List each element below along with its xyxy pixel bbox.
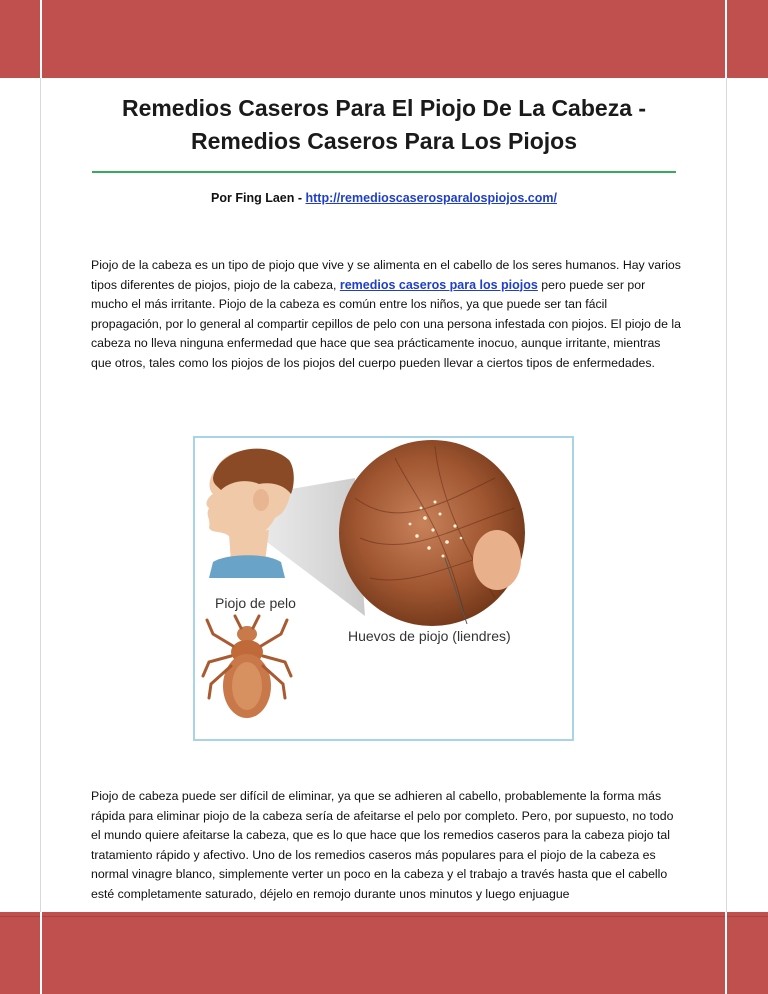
band-gap-left: [40, 0, 42, 78]
header-band: [0, 0, 768, 78]
band-gap-right: [725, 0, 727, 78]
paragraph-intro: [91, 256, 681, 373]
footer-band: [0, 912, 768, 994]
head-lice-illustration: [193, 436, 574, 741]
paragraph-remedies: Piojo de cabeza puede ser difícil de eliminar, ya que se adhieren al cabello, probablemente la forma más rápida para eliminar piojo de la cabeza sería de afeitarse el pelo por completo. Pero, por supuesto, no todo el mundo quiere afeitarse la cabeza, que es lo que hace que los remedios caseros para la cabeza piojo tal tratamiento rápido y afectivo. Uno de los remedios caseros más populares para el piojo de la cabeza es normal vinagre blanco, simplemente verter un poco en la cabeza y el trabajo a través hasta que el cabello esté completamente saturado, déjelo en remojo durante unos minutos y luego enjuague: [91, 789, 674, 901]
louse-icon: [203, 616, 291, 718]
illustration-drawing: [195, 438, 572, 739]
byline-prefix: Por Fing Laen -: [211, 191, 306, 205]
margin-rule-left: [40, 78, 41, 912]
margin-rule-right: [726, 78, 727, 912]
title-divider: [92, 171, 676, 173]
footer-gap-right: [725, 912, 727, 994]
byline: [90, 191, 678, 205]
page-title: Remedios Caseros Para El Piojo De La Cabeza - Remedios Caseros Para Los Piojos: [121, 95, 647, 154]
paragraph-intro-text-b: pero puede ser por mucho el más irritante. Piojo de la cabeza es común entre los niños, ya que puede ser tan fácil propagación, por lo general al compartir cepillos de pelo con una persona infestada con piojos. El piojo de la cabeza no lleva ninguna enfermedad que hace que sea prácticamente inocuo, aunque irritante, mientras que otros, tales como los piojos de los piojos del cuerpo pueden llevar a ciertos tipos de enfermedades.: [91, 277, 681, 370]
eggs-label: Huevos de piojo (liendres): [348, 628, 511, 644]
lice-label: Piojo de pelo: [215, 595, 296, 611]
source-link[interactable]: http://remedioscaserosparalospiojos.com/: [305, 191, 557, 205]
footer-gap-left: [40, 912, 42, 994]
child-head-icon: [206, 449, 293, 578]
paragraph-intro-text-a: Piojo de la cabeza es un tipo de piojo que vive y se alimenta en el cabello de los seres humanos. Hay varios tipos diferentes de piojos, piojo de la cabeza,: [91, 258, 681, 292]
ear-closeup: [473, 530, 521, 590]
footer-band-line: [0, 916, 768, 917]
remedios-link[interactable]: remedios caseros para los piojos: [339, 277, 538, 292]
